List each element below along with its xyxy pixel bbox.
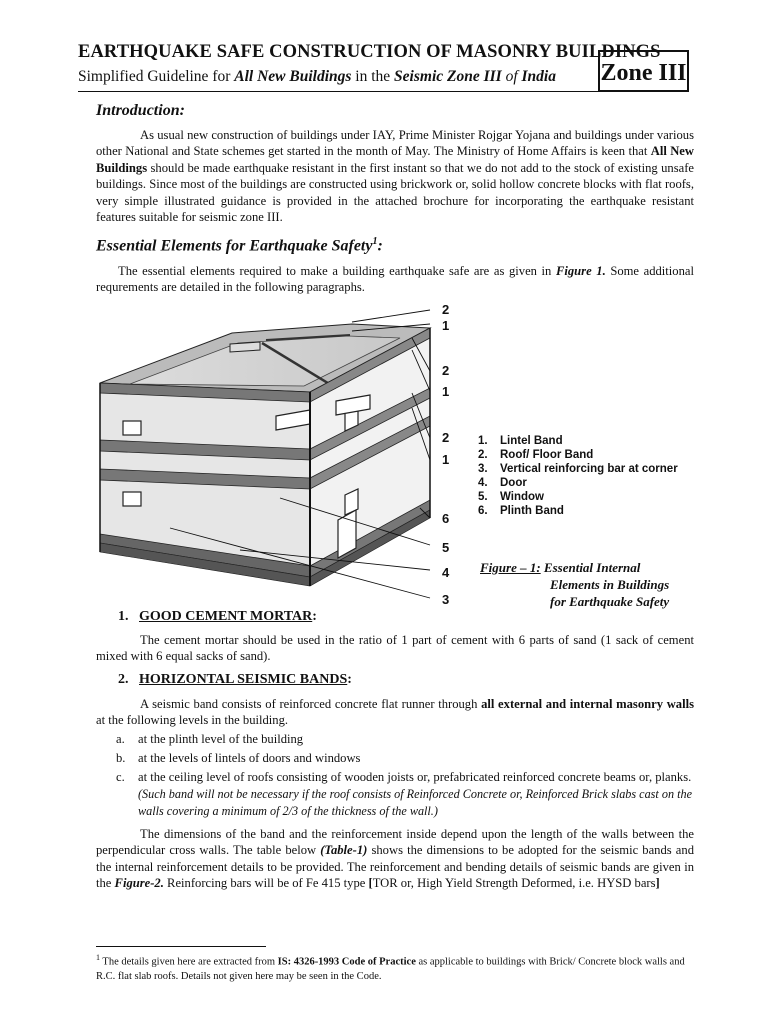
callout-label: 1: [442, 452, 450, 467]
footnote-rule: [96, 946, 266, 947]
list-item: a. at the plinth level of the building: [116, 732, 304, 746]
callout-label: 6: [442, 511, 450, 526]
callout-label: 3: [442, 592, 450, 607]
section-2-paragraph-1: A seismic band consists of reinforced concrete flat runner through all external and internal masonry walls at the following levels in the building.: [96, 697, 694, 728]
section-2-heading: 2. HORIZONTAL SEISMIC BANDS:: [118, 672, 352, 687]
legend-item: 5. Window: [478, 491, 544, 503]
band-levels-list: [116, 731, 694, 820]
legend-item: 1. Lintel Band: [478, 435, 563, 447]
footnote: $^1$ The details given here are extracted from IS: 4326-1993 Code of Practice as applicable to buildings with Brick/ Concrete block walls and R.C. flat slab roofs. Details not given here may be seen in the Code.: [96, 953, 685, 982]
callout-label: 2: [442, 302, 450, 317]
window: [123, 421, 141, 435]
essential-elements-paragraph: The essential elements required to make a building earthquake safe are as given in Figure 1. Some additional requrements are detailed in the following paragraphs.: [96, 264, 694, 295]
callout-label: 1: [442, 318, 450, 333]
legend-item: 3. Vertical reinforcing bar at corner: [478, 463, 678, 475]
section-2-paragraph-2: The dimensions of the band and the reinforcement inside depend upon the length of the walls between the perpendicular cross walls. The table below (Table-1) shows the dimensions to be adopted for the seismic bands and the internal reinforcement details to be provided. The reinforcement and bending details of seismic bands are given in the Figure-2. Reinforcing bars will be of Fe 415 type [TOR or, High Yield Strength Deformed, i.e. HYSD bars]: [96, 827, 694, 891]
essential-elements-heading: Essential Elements for Earthquake Safety$^1$:: [96, 236, 383, 255]
callout-label: 4: [442, 565, 450, 580]
callout-label: 2: [442, 430, 450, 445]
callout-label: 5: [442, 540, 450, 555]
legend-item: 2. Roof/ Floor Band: [478, 449, 594, 461]
header-rule: [78, 91, 598, 92]
building-figure: [90, 298, 470, 608]
callout-label: 1: [442, 384, 450, 399]
callout-label: 2: [442, 363, 450, 378]
list-item: b. at the levels of lintels of doors and windows: [116, 751, 361, 765]
list-item: c. at the ceiling level of roofs consisting of wooden joists or, prefabricated reinforced concrete beams or, planks. (Such band will not be necessary if the roof consists of Reinforced Concrete or, Reinforced Brick slabs cast on the walls covering a minimum of 2/3 of the thickness of the wall.): [116, 770, 692, 818]
section-1-heading: 1. GOOD CEMENT MORTAR:: [118, 609, 317, 624]
legend-item: 6. Plinth Band: [478, 505, 564, 517]
introduction-paragraph: As usual new construction of buildings under IAY, Prime Minister Rojgar Yojana and buildings under various other National and State schemes get started in the month of May. The Ministry of Home Affairs is keen that All New Buildings should be made earthquake resistant in the first instant so that we do not add to the stock of existing unsafe buildings. Since most of the buildings are constructed using brickwork or, solid hollow concrete blocks with flat roofs, very simple illustrated guidance is provided in the attached brochure for incorporating the earthquake resistant features suitable for seismic zone III.: [96, 128, 694, 225]
document-subtitle: Simplified Guideline for All New Buildings in the Seismic Zone III of India: [78, 68, 556, 85]
section-1-paragraph: The cement mortar should be used in the ratio of 1 part of cement with 6 parts of sand (1 sack of cement mixed with 6 equal sacks of sand).: [96, 633, 694, 664]
figure-caption: Figure – 1: Essential Internal Elements in Buildings for Earthquake Safety: [480, 560, 670, 609]
document-title: EARTHQUAKE SAFE CONSTRUCTION OF MASONRY BUILDINGS: [78, 42, 661, 62]
zone-badge: Zone III: [598, 50, 689, 92]
band-note: (Such band will not be necessary if the roof consists of Reinforced Concrete or, Reinforced Brick slabs cast on the walls covering a minimum of 2/3 of the thickness of the wall.): [138, 787, 692, 818]
legend-item: 4. Door: [478, 477, 527, 489]
introduction-heading: Introduction:: [96, 102, 185, 119]
figure-legend: [478, 434, 678, 518]
